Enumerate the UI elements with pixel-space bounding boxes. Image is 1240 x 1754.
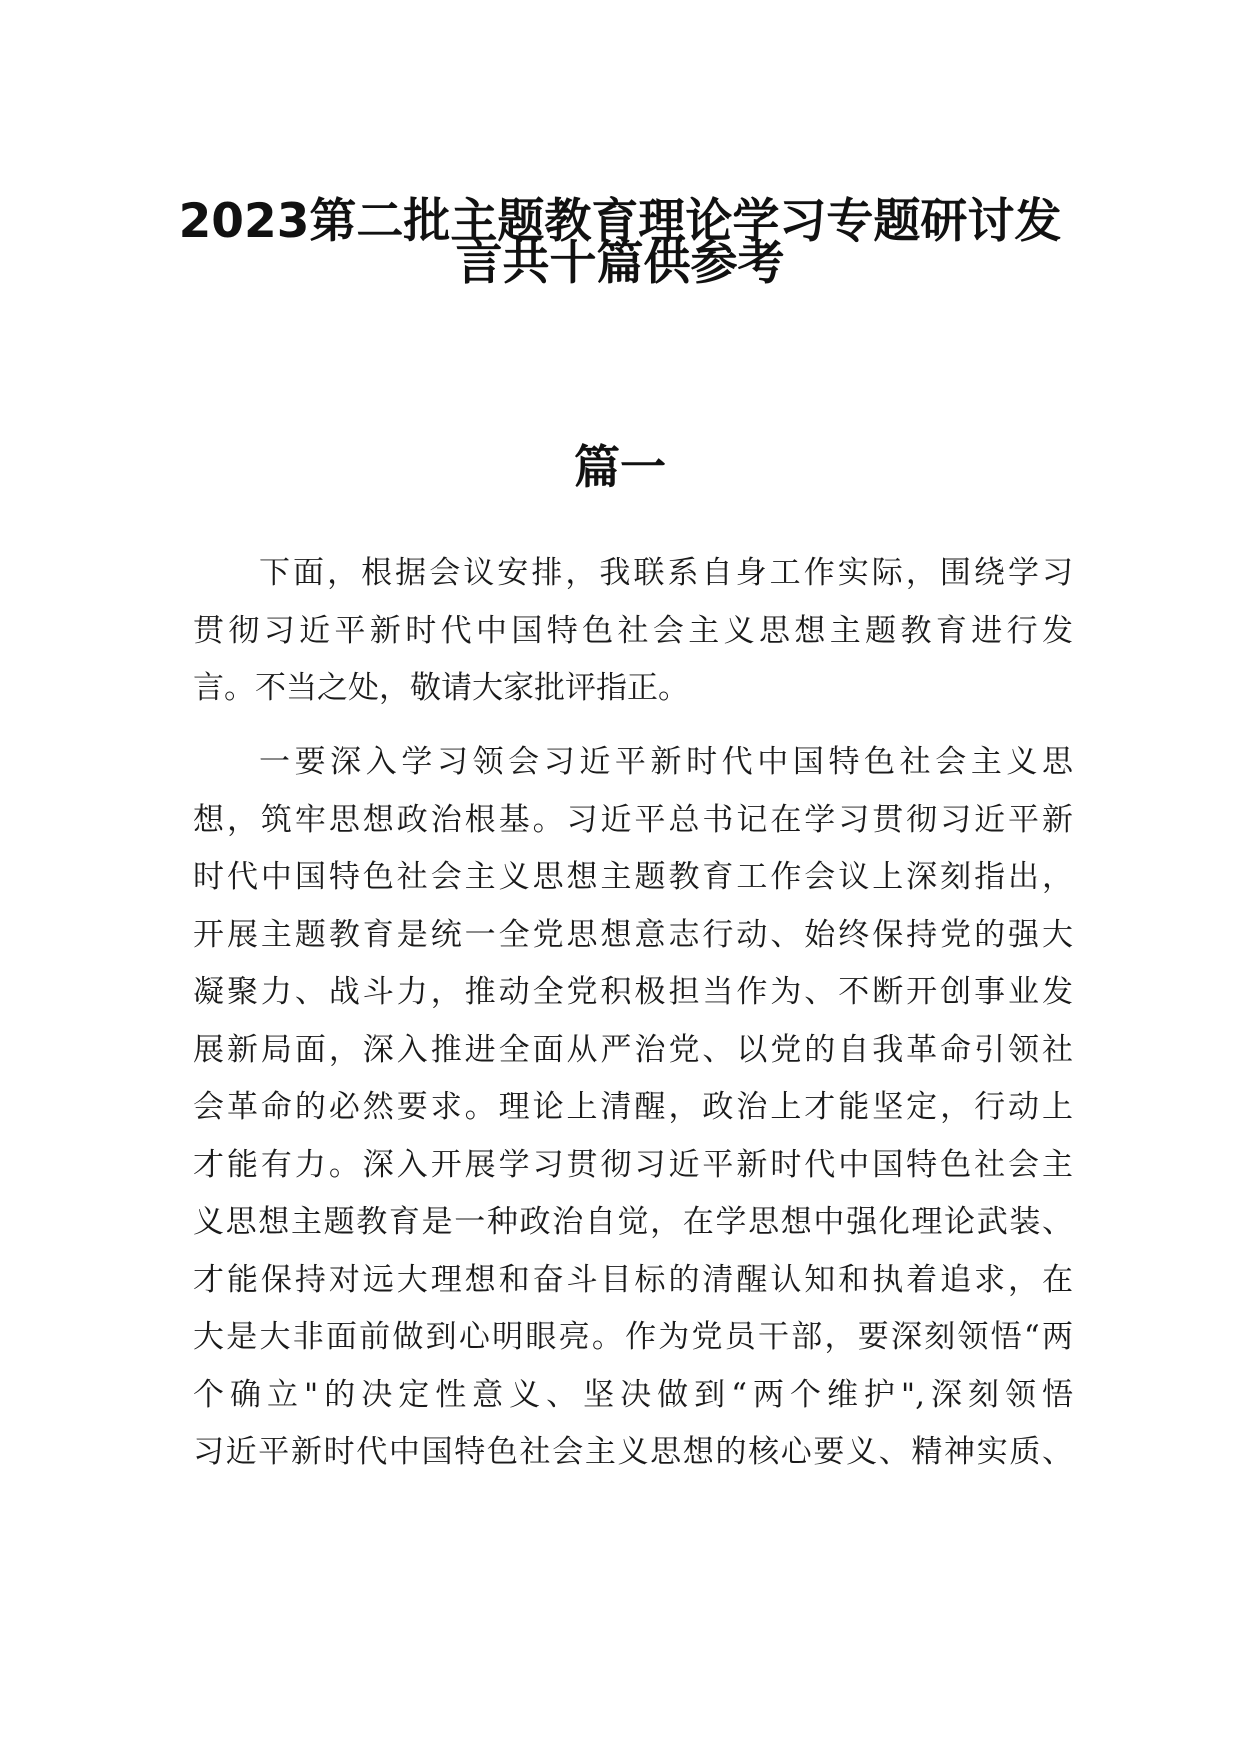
paragraph-line: 言。不当之处，敬请大家批评指正。	[193, 670, 689, 706]
paragraph-line: 个确立"的决定性意义、坚决做到“两个维护",深刻领悟	[193, 1376, 1073, 1413]
paragraph-line: 凝聚力、战斗力，推动全党积极担当作为、不断开创事业发	[193, 974, 1073, 1010]
paragraph-line: 想，筑牢思想政治根基。习近平总书记在学习贯彻习近平新	[193, 801, 1073, 838]
paragraph-intro	[193, 545, 1073, 718]
paragraph-line: 会革命的必然要求。理论上清醒，政治上才能坚定，行动上	[193, 1089, 1073, 1125]
paragraph-line: 才能保持对远大理想和奋斗目标的清醒认知和执着追求，在	[193, 1261, 1073, 1298]
paragraph-line: 习近平新时代中国特色社会主义思想的核心要义、精神实质、	[193, 1434, 1073, 1470]
paragraph-line: 展新局面，深入推进全面从严治党、以党的自我革命引领社	[193, 1031, 1073, 1068]
paragraph-line: 贯彻习近平新时代中国特色社会主义思想主题教育进行发	[193, 612, 1073, 649]
paragraph-line: 开展主题教育是统一全党思想意志行动、始终保持党的强大	[193, 916, 1073, 953]
paragraph-line: 一要深入学习领会习近平新时代中国特色社会主义思	[259, 744, 1073, 780]
paragraph-line: 大是大非面前做到心明眼亮。作为党员干部，要深刻领悟“两	[193, 1319, 1073, 1355]
paragraph-line: 义思想主题教育是一种政治自觉，在学思想中强化理论武装、	[193, 1204, 1073, 1240]
paragraph-line: 下面，根据会议安排，我联系自身工作实际，围绕学习	[259, 555, 1073, 591]
section-heading: 篇一	[574, 440, 666, 494]
document-title-line-2: 言共十篇供参考	[455, 236, 785, 291]
paragraph-line: 时代中国特色社会主义思想主题教育工作会议上深刻指出，	[193, 859, 1073, 895]
paragraph-line: 才能有力。深入开展学习贯彻习近平新时代中国特色社会主	[193, 1146, 1073, 1183]
document-title-line-1: 2023第二批主题教育理论学习专题研讨发	[178, 194, 1062, 249]
paragraph-point-one	[193, 734, 1073, 1482]
